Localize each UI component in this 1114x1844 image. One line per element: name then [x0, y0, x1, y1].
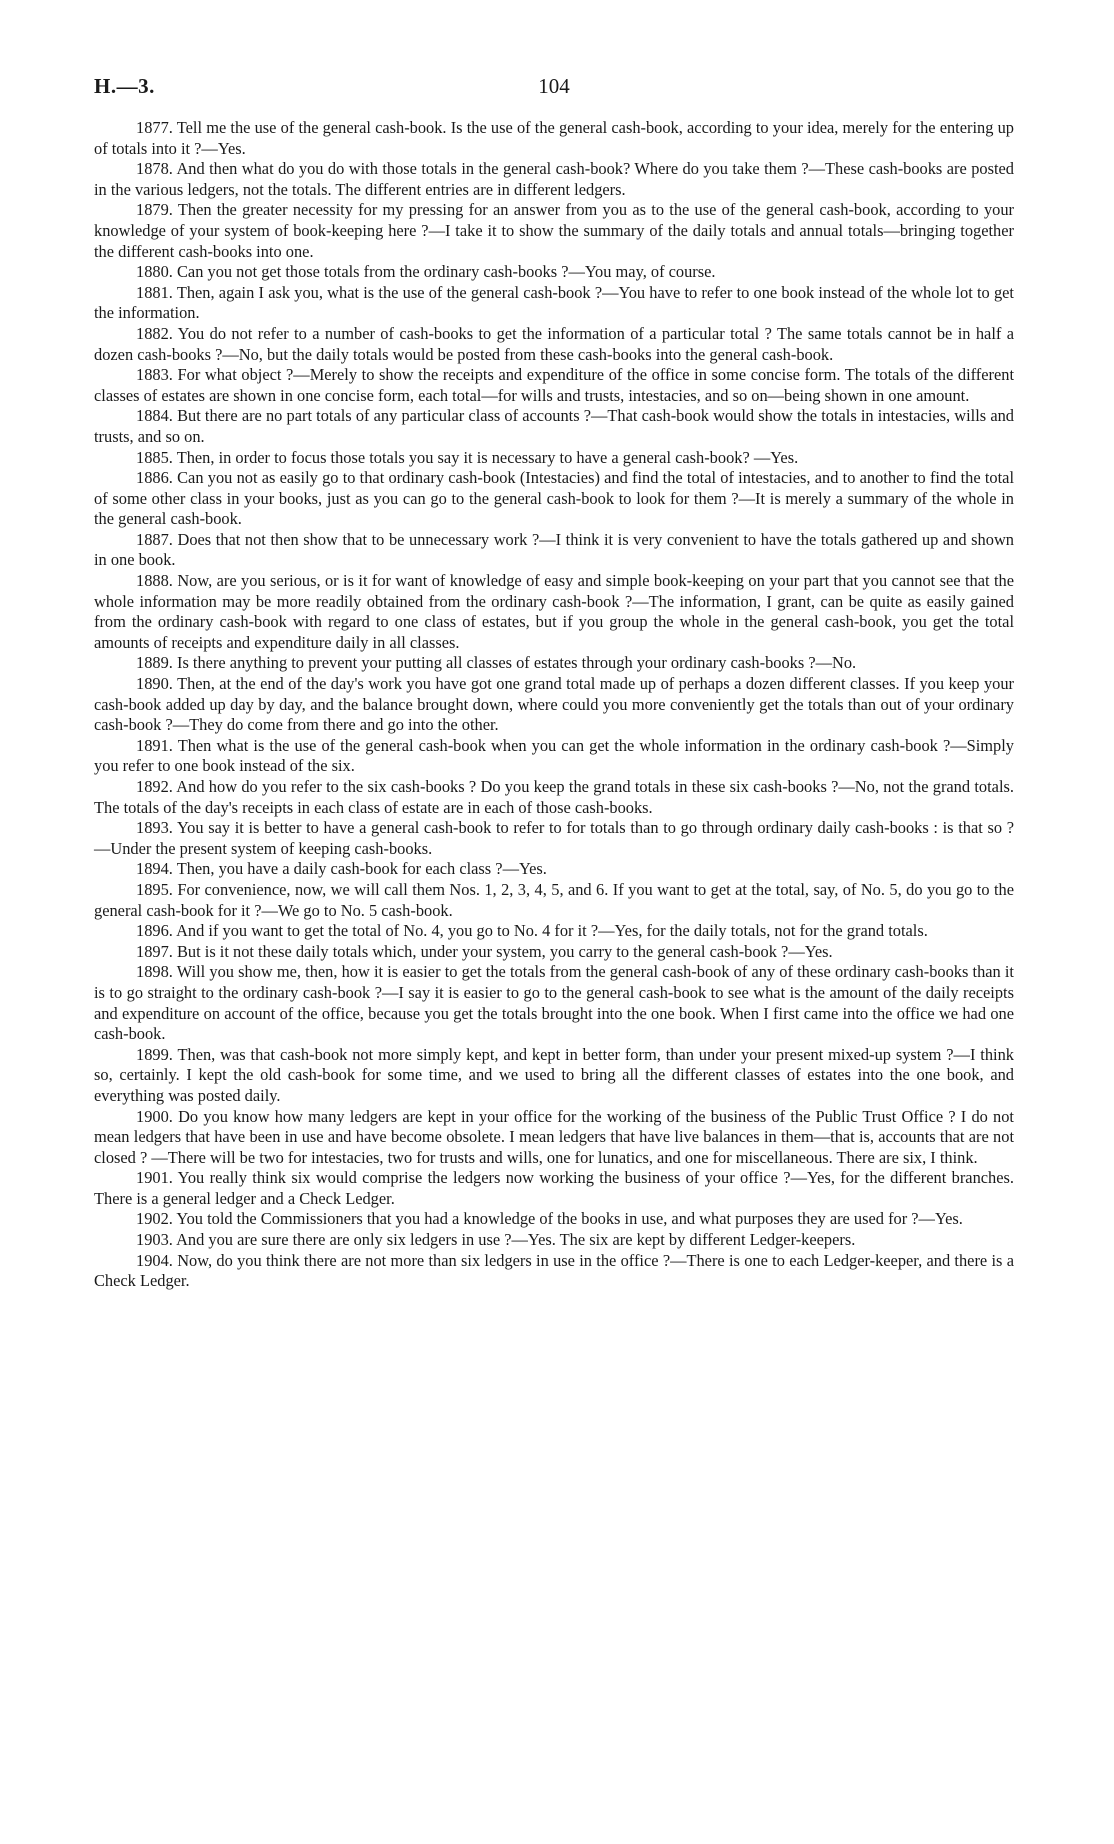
question-number: 1903. — [136, 1230, 173, 1250]
question-number: 1879. — [136, 200, 173, 220]
question-text: Now, are you serious, or is it for want of knowledge of easy and simple book-keeping on your part that you cannot see that the whole information may be more readily obtained from the ordinary cash-book ?—The information, I grant, can be quite as easily gained from the ordinary cash-book with regard to one class of estates, but if you group the whole in the general cash-book, you get the total amounts of receipts and expenditure daily in all classes. — [94, 571, 1014, 652]
question-paragraph — [94, 571, 1014, 653]
question-text: You told the Commissioners that you had a knowledge of the books in use, and what purposes they are used for ?—Yes. — [176, 1209, 963, 1229]
question-number: 1888. — [136, 571, 173, 591]
question-paragraph — [94, 921, 1014, 942]
question-text: Does that not then show that to be unnecessary work ?—I think it is very convenient to have the totals gathered up and shown in one book. — [94, 529, 1014, 570]
question-text: Then, again I ask you, what is the use of the general cash-book ?—You have to refer to one book instead of the whole lot to get the information. — [94, 282, 1014, 323]
question-number: 1893. — [136, 818, 173, 838]
question-text: And then what do you do with those totals in the general cash-book? Where do you take them ?—These cash-books are posted in the various ledgers, not the totals. The different entries are in different ledgers. — [94, 159, 1014, 199]
question-text: Then, you have a daily cash-book for each class ?—Yes. — [176, 859, 547, 879]
question-text: Will you show me, then, how it is easier to get the totals from the general cash-book of any of these ordinary cash-books than it is to go straight to the ordinary cash-book ?—I say it is easier to go to the general cash-book to see what is the amount of the daily receipts and expenditure on account of the office, because you get the totals brought into the one book. When I first came into the office we had one cash-book. — [94, 962, 1014, 1044]
question-paragraph — [94, 406, 1014, 447]
question-number: 1898. — [136, 962, 173, 982]
question-paragraph — [94, 653, 1014, 674]
page-number: 104 — [538, 74, 570, 98]
question-number: 1881. — [136, 282, 173, 302]
question-paragraph — [94, 942, 1014, 963]
question-paragraph — [94, 859, 1014, 880]
question-paragraph — [94, 468, 1014, 530]
question-text: You really think six would comprise the ledgers now working the business of your office ?—Yes, for the different branches. There is a general ledger and a Check Ledger. — [94, 1168, 1014, 1208]
question-number: 1899. — [136, 1044, 173, 1064]
question-paragraph — [94, 159, 1014, 200]
question-number: 1896. — [136, 921, 173, 941]
question-text: Can you not as easily go to that ordinary cash-book (Intestacies) and find the total of intestacies, and to another to find the total of some other class in your books, just as you can go to the general cash-book to look for them ?—It is merely a summary of the whole in the general cash-book. — [94, 468, 1014, 529]
question-number: 1885. — [136, 447, 173, 467]
question-paragraph — [94, 736, 1014, 777]
question-number: 1894. — [136, 859, 173, 879]
question-text: For what object ?—Merely to show the receipts and expenditure of the office in some concise form. The totals of the different classes of estates are shown in one concise form, each total—for wills and trusts, intestacies, and so on—being shown in one amount. — [94, 365, 1014, 405]
question-number: 1890. — [136, 674, 173, 694]
question-number: 1900. — [136, 1106, 173, 1126]
question-paragraph — [94, 283, 1014, 324]
question-text: But is it not these daily totals which, under your system, you carry to the general cash-book ?—Yes. — [177, 941, 833, 961]
question-number: 1891. — [136, 735, 173, 755]
document-page — [94, 74, 1014, 1292]
question-number: 1902. — [136, 1209, 173, 1229]
question-number: 1889. — [136, 653, 173, 673]
question-text: Then, at the end of the day's work you have got one grand total made up of perhaps a dozen different classes. If you keep your cash-book added up day by day, and the balance brought down, where could you more conveniently get the totals than out of your ordinary cash-book ?—They do come from there and go into the other. — [94, 674, 1014, 735]
question-text: Tell me the use of the general cash-book. Is the use of the general cash-book, according to your idea, merely for the entering up of totals into it ?—Yes. — [94, 118, 1014, 158]
question-paragraph — [94, 962, 1014, 1044]
question-paragraph — [94, 200, 1014, 262]
question-paragraph — [94, 448, 1014, 469]
question-text: Do you know how many ledgers are kept in your office for the working of the business of the Public Trust Office ? I do not mean ledgers that have been in use and have become obsolete. I mean ledgers that have live balances in them—that is, accounts that are not closed ? —There will be two for intestacies, two for trusts and wills, one for lunatics, and one for miscellaneous. There are six, I think. — [94, 1106, 1014, 1167]
question-paragraph — [94, 1230, 1014, 1251]
question-text: And how do you refer to the six cash-books ? Do you keep the grand totals in these six cash-books ?—No, not the grand totals. The totals of the day's receipts in each class of estate are in each of those cash-books. — [94, 777, 1014, 817]
question-number: 1877. — [136, 118, 173, 137]
question-paragraph — [94, 262, 1014, 283]
question-text: You do not refer to a number of cash-books to get the information of a particular total ? The same totals cannot be in half a dozen cash-books ?—No, but the daily totals would be posted from these cash-books into the general cash-book. — [94, 323, 1014, 364]
question-text: Is there anything to prevent your putting all classes of estates through your ordinary cash-books ?—No. — [177, 653, 857, 673]
question-number: 1882. — [136, 323, 173, 343]
question-number: 1892. — [136, 777, 173, 796]
question-paragraph — [94, 530, 1014, 571]
question-number: 1887. — [136, 529, 173, 549]
question-text: And if you want to get the total of No. 4, you go to No. 4 for it ?—Yes, for the daily totals, not for the grand totals. — [176, 921, 928, 941]
question-paragraph — [94, 777, 1014, 818]
question-paragraph — [94, 365, 1014, 406]
question-paragraph — [94, 880, 1014, 921]
question-paragraph — [94, 1045, 1014, 1107]
question-number: 1904. — [136, 1250, 173, 1270]
question-text: Then, in order to focus those totals you say it is necessary to have a general cash-book? —Yes. — [176, 447, 799, 467]
question-paragraph — [94, 1251, 1014, 1292]
question-number: 1901. — [136, 1168, 173, 1188]
question-number: 1886. — [136, 468, 173, 488]
document-reference: H.—3. — [94, 74, 155, 98]
question-text: Now, do you think there are not more than six ledgers in use in the office ?—There is one to each Ledger-keeper, and there is a Check Ledger. — [94, 1250, 1014, 1291]
question-text: And you are sure there are only six ledgers in use ?—Yes. The six are kept by different Ledger-keepers. — [176, 1230, 856, 1250]
question-text: Then the greater necessity for my pressing for an answer from you as to the use of the general cash-book, according to your knowledge of your system of book-keeping here ?—I take it to show the summary of the daily totals and annual totals—bringing together the different cash-books into one. — [94, 200, 1014, 261]
question-number: 1878. — [136, 159, 173, 179]
question-text: You say it is better to have a general cash-book to refer to for totals than to go through ordinary daily cash-books : is that so ?—Under the present system of keeping cash-books. — [94, 818, 1014, 858]
question-number: 1897. — [136, 941, 173, 961]
question-number: 1883. — [136, 365, 173, 385]
question-paragraph — [94, 1209, 1014, 1230]
question-paragraph — [94, 818, 1014, 859]
question-number: 1895. — [136, 879, 173, 899]
question-text: Then, was that cash-book not more simply kept, and kept in better form, than under your present mixed-up system ?—I think so, certainly. I kept the old cash-book for some time, and we used to bring all the different classes of estates into the one book, and everything was posted daily. — [94, 1044, 1014, 1105]
question-text: But there are no part totals of any particular class of accounts ?—That cash-book would show the totals in intestacies, wills and trusts, and so on. — [94, 406, 1014, 446]
question-paragraph — [94, 324, 1014, 365]
question-paragraph — [94, 1168, 1014, 1209]
question-number: 1884. — [136, 406, 173, 426]
question-paragraph — [94, 674, 1014, 736]
page-header — [94, 74, 1014, 108]
question-paragraph — [94, 118, 1014, 159]
evidence-text — [94, 118, 1014, 1292]
question-number: 1880. — [136, 262, 173, 282]
question-text: For convenience, now, we will call them Nos. 1, 2, 3, 4, 5, and 6. If you want to get at the total, say, of No. 5, do you go to the general cash-book for it ?—We go to No. 5 cash-book. — [94, 879, 1014, 920]
question-paragraph — [94, 1107, 1014, 1169]
question-text: Can you not get those totals from the ordinary cash-books ?—You may, of course. — [177, 262, 716, 282]
question-text: Then what is the use of the general cash-book when you can get the whole information in the ordinary cash-book ?—Simply you refer to one book instead of the six. — [94, 735, 1014, 776]
